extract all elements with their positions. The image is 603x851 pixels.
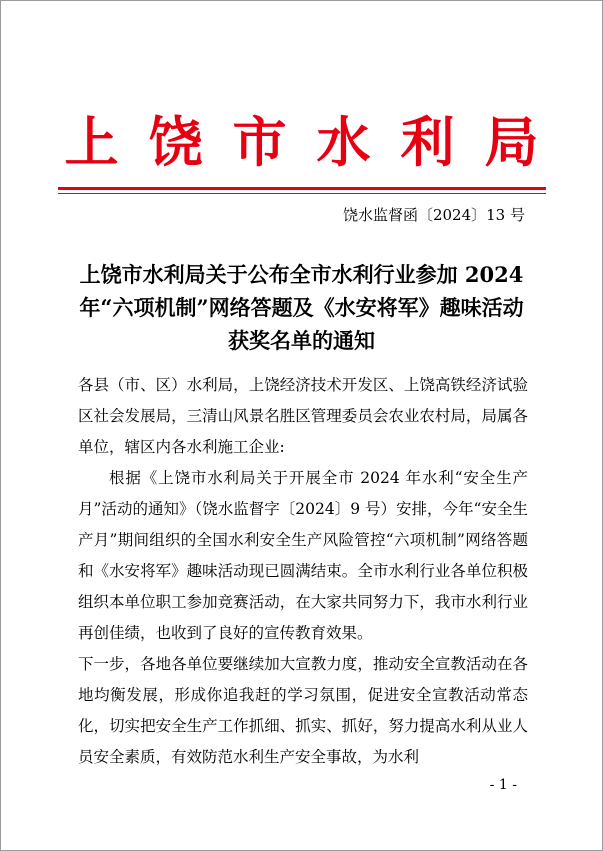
document-body bbox=[78, 370, 528, 773]
page-number: - 1 - bbox=[489, 777, 517, 793]
document-number: 饶水监督函〔2024〕13 号 bbox=[342, 206, 525, 224]
letterhead-title: 上饶市水利局 bbox=[64, 110, 569, 174]
letterhead-red-rule-thick bbox=[58, 187, 546, 190]
recipients-paragraph: 各县（市、区）水利局，上饶经济技术开发区、上饶高铁经济试验区社会发展局，三清山风景名胜区管理委员会农业农村局，局属各单位，辖区内各水利施工企业: bbox=[78, 376, 528, 456]
document-title: 上饶市水利局关于公布全市水利行业参加 2024 年“六项机制”网络答题及《水安将军》趣味活动获奖名单的通知 bbox=[79, 262, 524, 353]
body-paragraph-1: 根据《上饶市水利局关于开展全市 2024 年水利“安全生产月”活动的通知》（饶水监督字〔2024〕9 号）安排，今年“安全生产月”期间组织的全国水利安全生产风险管控“六项机制”网络答题和《水安将军》趣味活动现已圆满结束。全市水利行业各单位积极组织本单位职工参加竞赛活动，在大家共同努力下，我市水利行业再创佳绩，也收到了良好的宣传教育效果。 bbox=[78, 469, 528, 642]
body-paragraph-2: 下一步，各地各单位要继续加大宣教力度，推动安全宣教活动在各地均衡发展，形成你追我赶的学习氛围，促进安全宣教活动常态化，切实把安全生产工作抓细、抓实、抓好，努力提高水利从业人员安全素质，有效防范水利生产安全事故，为水利 bbox=[78, 655, 528, 766]
letterhead-red-rule-thin bbox=[58, 193, 546, 194]
